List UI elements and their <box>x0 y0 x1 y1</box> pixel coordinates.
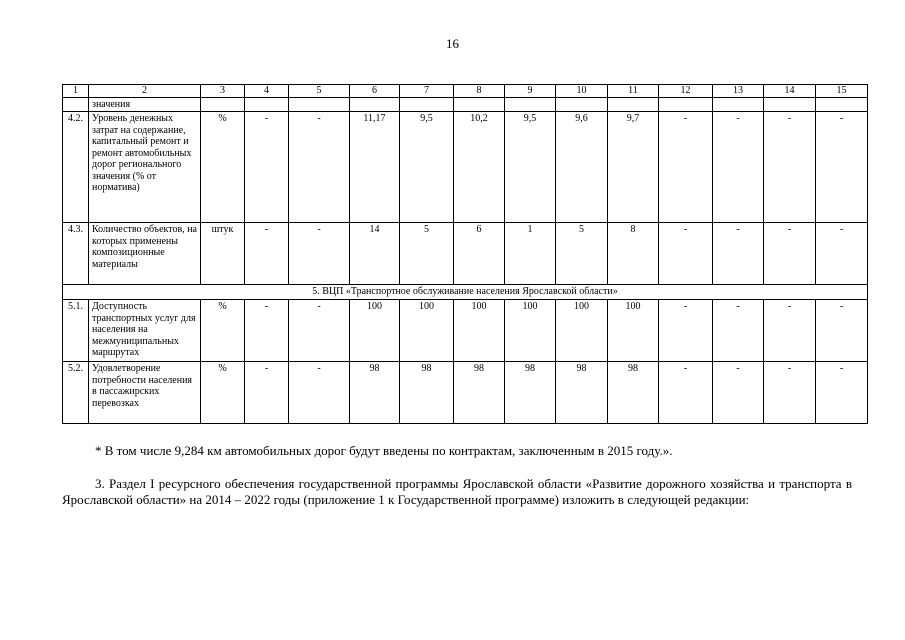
value-cell: 5 <box>556 223 608 285</box>
value-cell: 98 <box>556 362 608 424</box>
unit-cell: % <box>201 300 245 362</box>
value-cell: - <box>816 112 868 223</box>
unit-cell: % <box>201 112 245 223</box>
value-cell: - <box>245 223 289 285</box>
row-number: 4.3. <box>63 223 89 285</box>
unit-cell: штук <box>201 223 245 285</box>
value-cell: - <box>764 112 816 223</box>
value-cell: 98 <box>454 362 505 424</box>
value-cell: - <box>816 300 868 362</box>
row-number: 4.2. <box>63 112 89 223</box>
section-title: 5. ВЦП «Транспортное обслуживание населения Ярославской области» <box>63 285 868 300</box>
value-cell: - <box>713 223 764 285</box>
indicator-name: Количество объектов, на которых применены композиционные материалы <box>89 223 201 285</box>
value-cell: 9,7 <box>608 112 659 223</box>
value-cell: 6 <box>454 223 505 285</box>
value-cell: 100 <box>454 300 505 362</box>
indicator-name: Уровень денежных затрат на содержание, капитальный ремонт и ремонт автомобильных дорог регионального значения (% от норматива) <box>89 112 201 223</box>
column-header: 8 <box>454 85 505 98</box>
value-cell: 9,5 <box>505 112 556 223</box>
column-header: 4 <box>245 85 289 98</box>
value-cell: 10,2 <box>454 112 505 223</box>
column-header: 11 <box>608 85 659 98</box>
table-row <box>63 362 868 424</box>
value-cell: 5 <box>400 223 454 285</box>
value-cell: - <box>659 112 713 223</box>
row-number: 5.2. <box>63 362 89 424</box>
value-cell: - <box>659 300 713 362</box>
unit-cell: % <box>201 362 245 424</box>
value-cell: - <box>816 362 868 424</box>
table-row-continuation <box>63 97 868 112</box>
value-cell: - <box>764 300 816 362</box>
column-header: 15 <box>816 85 868 98</box>
column-header: 7 <box>400 85 454 98</box>
value-cell: - <box>713 300 764 362</box>
value-cell: 98 <box>608 362 659 424</box>
value-cell: - <box>659 362 713 424</box>
value-cell: - <box>764 362 816 424</box>
value-cell: 100 <box>350 300 400 362</box>
value-cell: 9,5 <box>400 112 454 223</box>
paragraph-text: 3. Раздел I ресурсного обеспечения государственной программы Ярославской области «Развитие дорожного хозяйства и транспорта в Ярославской области» на 2014 – 2022 годы (приложение 1 к Государственной программе) изложить в следующей редакции: <box>62 476 852 507</box>
column-header: 13 <box>713 85 764 98</box>
value-cell: 100 <box>608 300 659 362</box>
value-cell: - <box>245 362 289 424</box>
section-row <box>63 285 868 300</box>
table-header-row <box>63 85 868 98</box>
value-cell: 98 <box>400 362 454 424</box>
column-header: 3 <box>201 85 245 98</box>
value-cell: - <box>289 300 350 362</box>
indicators-table <box>62 84 868 424</box>
indicator-name: Удовлетворение потребности населения в пассажирских перевозках <box>89 362 201 424</box>
value-cell: 1 <box>505 223 556 285</box>
value-cell: 100 <box>505 300 556 362</box>
value-cell: 14 <box>350 223 400 285</box>
column-header: 10 <box>556 85 608 98</box>
row-number: 5.1. <box>63 300 89 362</box>
column-header: 5 <box>289 85 350 98</box>
value-cell: - <box>245 112 289 223</box>
page-number: 16 <box>446 36 459 51</box>
value-cell: - <box>245 300 289 362</box>
value-cell: - <box>289 362 350 424</box>
footnote: * В том числе 9,284 км автомобильных дорог будут введены по контрактам, заключенным в 2015 году.». <box>95 443 673 458</box>
value-cell: - <box>289 223 350 285</box>
body-paragraph <box>62 476 852 508</box>
value-cell: 98 <box>350 362 400 424</box>
value-cell: 9,6 <box>556 112 608 223</box>
value-cell: - <box>659 223 713 285</box>
value-cell: - <box>289 112 350 223</box>
column-header: 1 <box>63 85 89 98</box>
column-header: 12 <box>659 85 713 98</box>
value-cell: 8 <box>608 223 659 285</box>
table-row <box>63 112 868 223</box>
continuation-label: значения <box>89 97 201 112</box>
column-header: 14 <box>764 85 816 98</box>
value-cell: 100 <box>400 300 454 362</box>
value-cell: 11,17 <box>350 112 400 223</box>
value-cell: - <box>713 362 764 424</box>
value-cell: 100 <box>556 300 608 362</box>
value-cell: 98 <box>505 362 556 424</box>
column-header: 9 <box>505 85 556 98</box>
value-cell: - <box>816 223 868 285</box>
column-header: 6 <box>350 85 400 98</box>
table-row <box>63 300 868 362</box>
column-header: 2 <box>89 85 201 98</box>
indicator-name: Доступность транспортных услуг для населения на межмуниципальных маршрутах <box>89 300 201 362</box>
value-cell: - <box>764 223 816 285</box>
table-row <box>63 223 868 285</box>
value-cell: - <box>713 112 764 223</box>
